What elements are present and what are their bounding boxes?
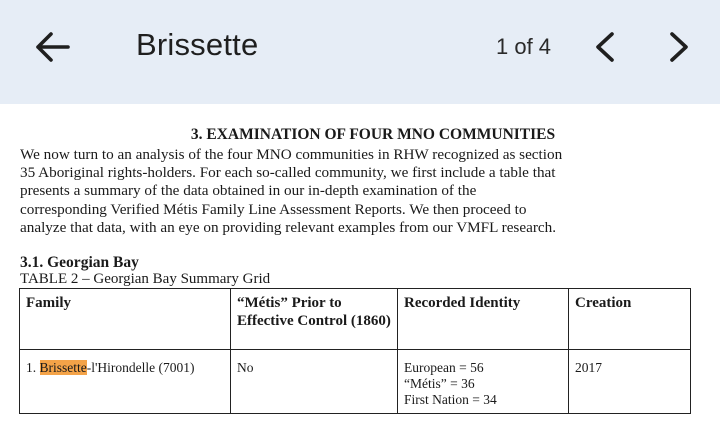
chevron-right-icon [662,28,696,66]
cell-creation: 2017 [569,350,691,414]
identity-line: “Métis” = 36 [404,376,475,391]
identity-line: European = 56 [404,360,484,375]
chevron-left-icon [588,28,622,66]
family-suffix: -l'Hirondelle (7001) [86,360,195,375]
paragraph-line: corresponding Verified Métis Family Line Assessment Reports. We then proceed to [20,200,527,218]
identity-line: First Nation = 34 [404,392,497,407]
paragraph-line: analyze that data, with an eye on providing relevant examples from our VMFL research. [20,218,557,236]
paragraph-line: 35 Aboriginal rights-holders. For each so-called community, we first include a table that [20,164,556,182]
intro-paragraph [20,146,710,237]
cell-family [20,350,231,414]
table-row [20,350,691,414]
next-match-button[interactable] [662,28,696,66]
header-recorded-identity: Recorded Identity [398,289,569,350]
previous-match-button[interactable] [588,28,622,66]
match-counter: 1 of 4 [496,34,552,59]
header-family: Family [20,289,231,350]
paragraph-line: presents a summary of the data obtained in our in-depth examination of the [20,182,477,200]
document-page [0,104,720,424]
header-metis-prior: “Métis” Prior to Effective Control (1860) [231,289,398,350]
search-highlight[interactable]: Brissette [39,360,87,375]
cell-prior: No [231,350,398,414]
subsection-title: 3.1. Georgian Bay [20,254,139,271]
family-prefix: 1. [26,360,40,375]
section-title: 3. EXAMINATION OF FOUR MNO COMMUNITIES [190,126,556,143]
back-arrow-icon [30,28,74,66]
paragraph-line: We now turn to an analysis of the four MNO communities in RHW recognized as section [20,146,563,163]
search-query[interactable]: Brissette [136,27,259,62]
summary-table [19,288,691,414]
table-caption: TABLE 2 – Georgian Bay Summary Grid [20,271,271,287]
find-toolbar [0,0,720,104]
table-header-row [20,289,691,350]
header-creation: Creation [569,289,691,350]
back-button[interactable] [30,28,74,66]
cell-identity [398,350,569,414]
